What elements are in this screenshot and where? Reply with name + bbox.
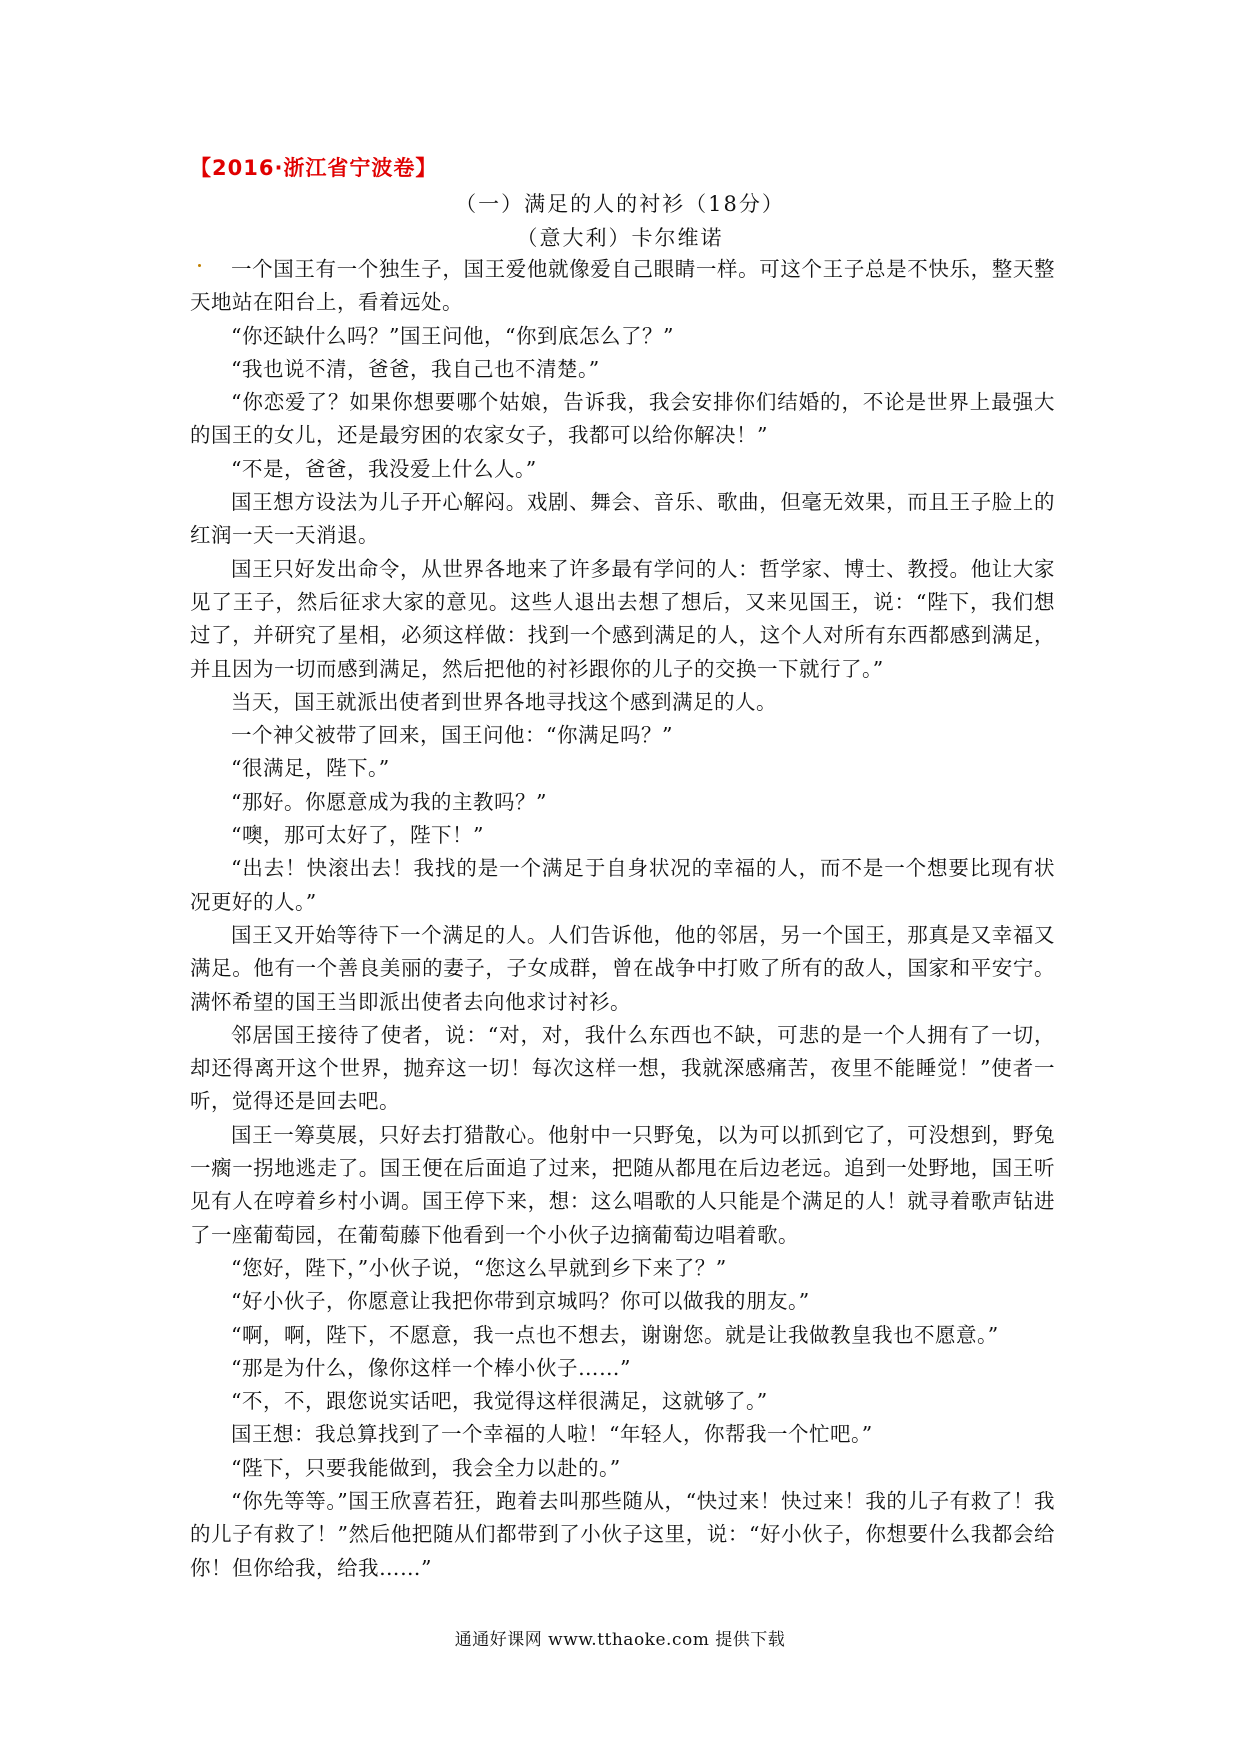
paragraph: “很满足，陛下。” — [231, 756, 390, 781]
paragraph: “那好。你愿意成为我的主教吗？” — [231, 789, 547, 814]
exam-source-label: 【2016·浙江省宁波卷】 — [190, 156, 438, 180]
article-title: （一）满足的人的衬衫（18分） — [455, 192, 785, 216]
paragraph: “不是，爸爸，我没爱上什么人。” — [231, 456, 537, 481]
paragraph: 邻居国王接待了使者，说：“对，对，我什么东西也不缺，可悲的是一个人拥有了一切，却还得离开这个世界，抛弃这一切！每次这样一想，我就深感痛苦，夜里不能睡觉！”使者一听，觉得还是回去吧。 — [190, 1022, 1055, 1114]
paragraph: “你先等等。”国王欣喜若狂，跑着去叫那些随从，“快过来！快过来！我的儿子有救了！我的儿子有救了！”然后他把随从们都带到了小伙子这里，说：“好小伙子，你想要什么我都会给你！但你给我，给我……” — [190, 1488, 1055, 1580]
paragraph: 一个国王有一个独生子，国王爱他就像爱自己眼睛一样。可这个王子总是不快乐，整天整天地站在阳台上，看着远处。 — [190, 257, 1055, 315]
paragraph: “你恋爱了？如果你想要哪个姑娘，告诉我，我会安排你们结婚的，不论是世界上最强大的国王的女儿，还是最穷困的农家女子，我都可以给你解决！” — [190, 390, 1055, 448]
paragraph: 国王想：我总算找到了一个幸福的人啦！“年轻人，你帮我一个忙吧。” — [231, 1422, 873, 1447]
paragraph: 国王只好发出命令，从世界各地来了许多最有学问的人：哲学家、博士、教授。他让大家见了王子，然后征求大家的意见。这些人退出去想了想后，又来见国王，说：“陛下，我们想过了，并研究了星相，必须这样做：找到一个感到满足的人，这个人对所有东西都感到满足，并且因为一切而感到满足，然后把他的衬衫跟你的儿子的交换一下就行了。” — [190, 556, 1055, 681]
paragraph: “啊，啊，陛下，不愿意，我一点也不想去，谢谢您。就是让我做教皇我也不愿意。” — [231, 1322, 999, 1347]
paragraph: “你还缺什么吗？”国王问他，“你到底怎么了？” — [231, 323, 674, 348]
paragraph: “那是为什么，像你这样一个棒小伙子……” — [231, 1355, 631, 1380]
paragraph: “不，不，跟您说实话吧，我觉得这样很满足，这就够了。” — [231, 1389, 768, 1414]
paragraph: 国王又开始等待下一个满足的人。人们告诉他，他的邻居，另一个国王，那真是又幸福又满足。他有一个善良美丽的妻子，子女成群，曾在战争中打败了所有的敌人，国家和平安宁。满怀希望的国王当即派出使者去向他求讨衬衫。 — [190, 922, 1055, 1014]
paragraph: “您好，陛下，”小伙子说，“您这么早就到乡下来了？” — [231, 1255, 727, 1280]
paragraph: “出去！快滚出去！我找的是一个满足于自身状况的幸福的人，而不是一个想要比现有状况更好的人。” — [190, 856, 1055, 914]
paragraph: 当天，国王就派出使者到世界各地寻找这个感到满足的人。 — [231, 689, 777, 714]
paragraph: “我也说不清，爸爸，我自己也不清楚。” — [231, 356, 600, 381]
article-author: （意大利）卡尔维诺 — [516, 226, 724, 250]
paragraph: 一个神父被带了回来，国王问他：“你满足吗？” — [231, 723, 673, 748]
page-footer: 通通好课网 www.tthaoke.com 提供下载 — [454, 1630, 786, 1650]
paragraph: “好小伙子，你愿意让我把你带到京城吗？你可以做我的朋友。” — [231, 1289, 810, 1314]
paragraph: 国王想方设法为儿子开心解闷。戏剧、舞会、音乐、歌曲，但毫无效果，而且王子脸上的红润一天一天消退。 — [190, 490, 1055, 548]
paragraph: 国王一筹莫展，只好去打猎散心。他射中一只野兔，以为可以抓到它了，可没想到，野兔一瘸一拐地逃走了。国王便在后面追了过来，把随从都甩在后边老远。追到一处野地，国王听见有人在哼着乡村小调。国王停下来，想：这么唱歌的人只能是个满足的人！就寻着歌声钻进了一座葡萄园，在葡萄藤下他看到一个小伙子边摘葡萄边唱着歌。 — [190, 1122, 1055, 1247]
paragraph: “噢，那可太好了，陛下！” — [231, 823, 484, 848]
paragraph: “陛下，只要我能做到，我会全力以赴的。” — [231, 1455, 621, 1480]
article-body — [190, 253, 1055, 1585]
